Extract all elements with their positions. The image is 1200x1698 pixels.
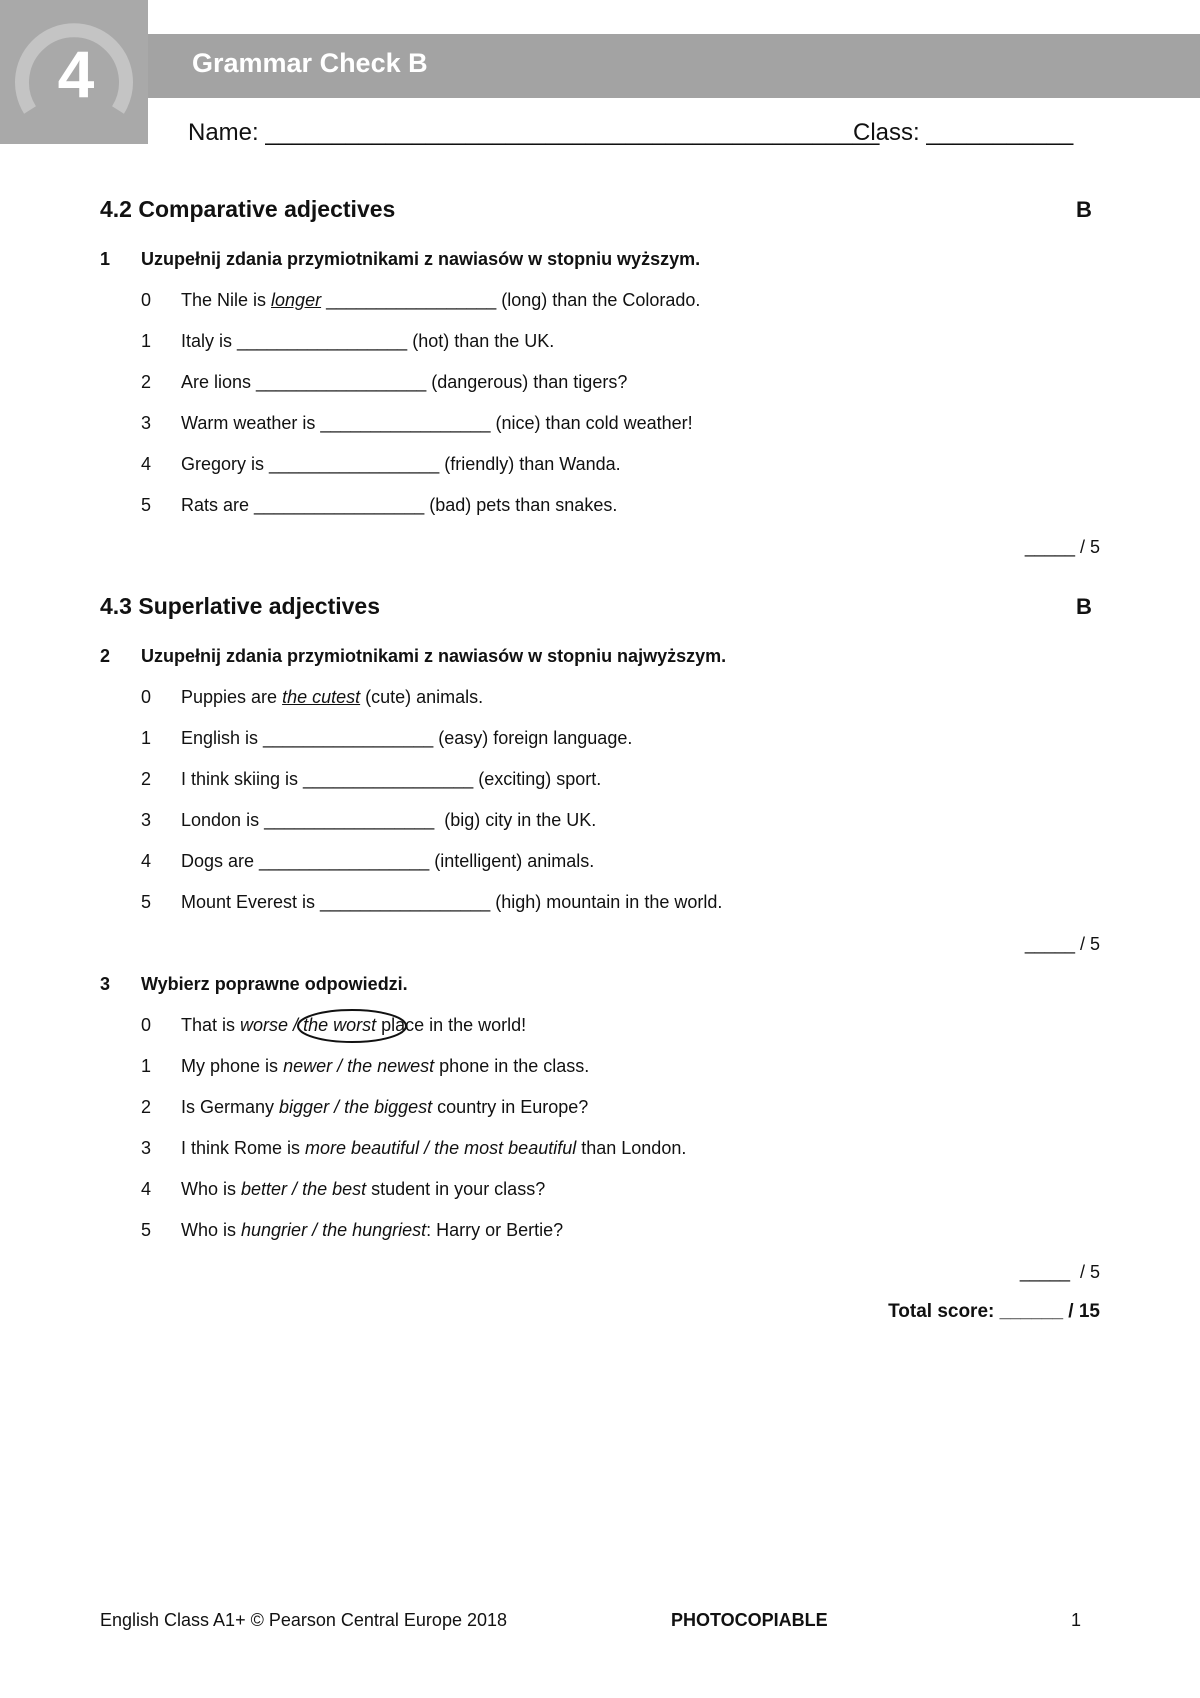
item-number: 4 bbox=[141, 1179, 152, 1199]
exercise-item[interactable]: Dogs are _________________ (intelligent) animals. bbox=[181, 851, 595, 871]
item-number: 2 bbox=[141, 1097, 152, 1117]
choice-item: I think Rome is more beautiful / the most beautiful than London. bbox=[181, 1138, 687, 1158]
exercise-item[interactable]: I think skiing is _________________ (exciting) sport. bbox=[181, 769, 602, 789]
answer-circle-icon bbox=[297, 1009, 407, 1043]
choice-option[interactable]: better bbox=[241, 1179, 288, 1199]
class-field[interactable]: Class: ___________ bbox=[853, 119, 1074, 146]
circled-answer bbox=[303, 1015, 376, 1036]
exercise-instruction: Wybierz poprawne odpowiedzi. bbox=[141, 974, 408, 994]
exercise-number: 1 bbox=[100, 249, 111, 269]
page-number: 1 bbox=[1071, 1610, 1082, 1630]
item-number: 3 bbox=[141, 1138, 152, 1158]
item-number: 5 bbox=[141, 1220, 152, 1240]
choice-option[interactable]: the hungriest bbox=[322, 1220, 427, 1240]
choice-option[interactable]: bigger bbox=[279, 1097, 330, 1117]
section-score[interactable]: _____ / 5 bbox=[1024, 537, 1100, 557]
item-number: 2 bbox=[141, 769, 152, 789]
exercise-item: The Nile is longer _________________ (long) than the Colorado. bbox=[181, 290, 701, 310]
item-number: 1 bbox=[141, 331, 152, 351]
exercise-item[interactable]: Gregory is _________________ (friendly) than Wanda. bbox=[181, 454, 621, 474]
item-number: 0 bbox=[141, 290, 152, 310]
exercise-item[interactable]: London is _________________ (big) city in the UK. bbox=[181, 810, 597, 830]
item-number: 2 bbox=[141, 372, 152, 392]
exercise-instruction: Uzupełnij zdania przymiotnikami z nawiasów w stopniu wyższym. bbox=[141, 249, 701, 269]
exercise-item[interactable]: Rats are _________________ (bad) pets than snakes. bbox=[181, 495, 618, 515]
item-number: 4 bbox=[141, 851, 152, 871]
exercise-instruction: Uzupełnij zdania przymiotnikami z nawiasów w stopniu najwyższym. bbox=[141, 646, 727, 666]
choice-item: Who is hungrier / the hungriest: Harry or Bertie? bbox=[181, 1220, 564, 1240]
item-number: 5 bbox=[141, 495, 152, 515]
footer-copyright: English Class A1+ © Pearson Central Europe 2018 bbox=[100, 1610, 508, 1630]
item-number: 0 bbox=[141, 1015, 152, 1035]
exercise-number: 2 bbox=[100, 646, 111, 666]
item-number: 3 bbox=[141, 810, 152, 830]
choice-option[interactable]: hungrier bbox=[241, 1220, 308, 1240]
exercise-item[interactable]: Mount Everest is _________________ (high) mountain in the world. bbox=[181, 892, 723, 912]
item-number: 0 bbox=[141, 687, 152, 707]
choice-option[interactable]: more beautiful bbox=[305, 1138, 420, 1158]
item-number: 5 bbox=[141, 892, 152, 912]
worksheet-title: Grammar Check B bbox=[192, 48, 428, 78]
unit-number: 4 bbox=[57, 37, 95, 111]
choice-option[interactable]: the newest bbox=[347, 1056, 435, 1076]
footer-photocopiable: PHOTOCOPIABLE bbox=[671, 1610, 828, 1630]
choice-option[interactable]: the most beautiful bbox=[434, 1138, 577, 1158]
choice-item: Is Germany bigger / the biggest country in Europe? bbox=[181, 1097, 589, 1117]
item-number: 4 bbox=[141, 454, 152, 474]
example-answer: the cutest bbox=[282, 687, 361, 707]
exercise-item[interactable]: Warm weather is _________________ (nice) than cold weather! bbox=[181, 413, 693, 433]
choice-item: That is worse / the worst place in the world! bbox=[181, 1015, 526, 1036]
title-bar bbox=[148, 34, 1200, 98]
exercise-item[interactable]: English is _________________ (easy) foreign language. bbox=[181, 728, 633, 748]
name-field[interactable]: Name: ______________________________________________ bbox=[188, 119, 880, 146]
unit-badge bbox=[0, 0, 148, 144]
choice-item: Who is better / the best student in your class? bbox=[181, 1179, 546, 1199]
exercise-item[interactable]: Are lions _________________ (dangerous) than tigers? bbox=[181, 372, 628, 392]
item-number: 1 bbox=[141, 728, 152, 748]
exercise-number: 3 bbox=[100, 974, 111, 994]
example-answer: longer bbox=[271, 290, 322, 310]
total-score[interactable]: Total score: ______ / 15 bbox=[888, 1301, 1100, 1322]
choice-option[interactable]: newer bbox=[283, 1056, 333, 1076]
item-number: 3 bbox=[141, 413, 152, 433]
choice-option: worse bbox=[240, 1015, 289, 1035]
exercise-item: Puppies are the cutest (cute) animals. bbox=[181, 687, 484, 707]
item-number: 1 bbox=[141, 1056, 152, 1076]
exercise-item[interactable]: Italy is _________________ (hot) than the UK. bbox=[181, 331, 555, 351]
section-title-superlative: 4.3 Superlative adjectives bbox=[100, 593, 380, 619]
choice-option[interactable]: the biggest bbox=[344, 1097, 433, 1117]
section-score[interactable]: _____ / 5 bbox=[1019, 1262, 1100, 1282]
section-title-comparative: 4.2 Comparative adjectives bbox=[100, 196, 396, 222]
choice-option-selected: the worst bbox=[303, 1015, 377, 1035]
section-level: B bbox=[1076, 594, 1092, 619]
choice-option[interactable]: the best bbox=[302, 1179, 367, 1199]
choice-item: My phone is newer / the newest phone in the class. bbox=[181, 1056, 590, 1076]
section-score[interactable]: _____ / 5 bbox=[1024, 934, 1100, 954]
section-level: B bbox=[1076, 197, 1092, 222]
